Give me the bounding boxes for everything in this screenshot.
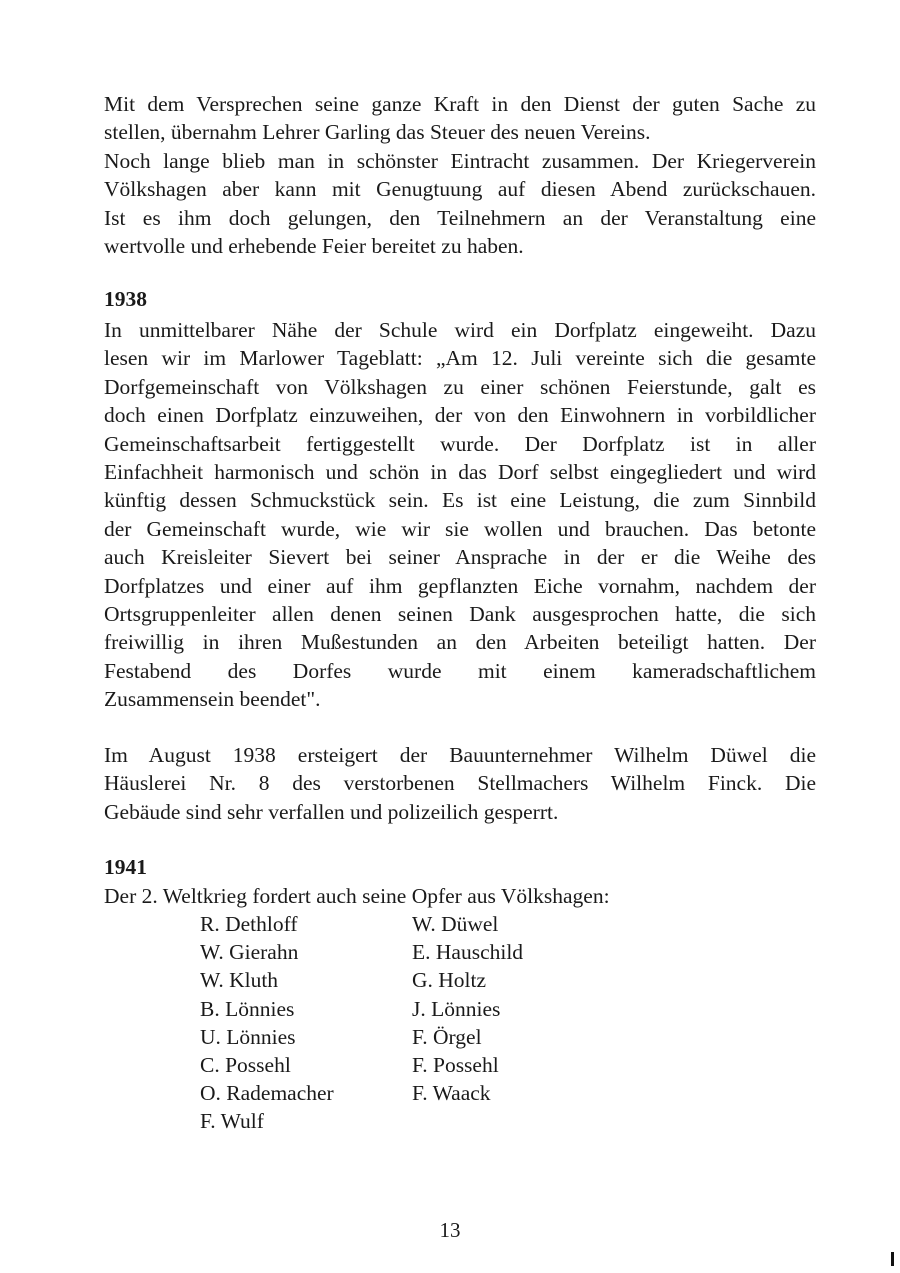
text-line: Einfachheit harmonisch und schön in das Dorf selbst eingegliedert und wird	[104, 460, 816, 485]
scan-edge-mark	[891, 1252, 894, 1266]
text-line: Ist es ihm doch gelungen, den Teilnehmern an der Veranstaltung eine	[104, 205, 816, 230]
victims-list-right	[412, 910, 523, 1107]
text-line: Zusammensein beendet".	[104, 687, 321, 712]
text-line: Häuslerei Nr. 8 des verstorbenen Stellmachers Wilhelm Finck. Die	[104, 771, 816, 796]
text-line: wertvolle und erhebende Feier bereitet zu haben.	[104, 234, 524, 259]
war-victims-intro: Der 2. Weltkrieg fordert auch seine Opfer aus Völkshagen:	[104, 884, 610, 908]
text-line: freiwillig in ihren Mußestunden an den Arbeiten beteiligt hatten. Der	[104, 630, 816, 655]
text-line: In unmittelbarer Nähe der Schule wird ein Dorfplatz eingeweiht. Dazu	[104, 318, 816, 342]
list-item: F. Waack	[412, 1081, 491, 1106]
text-line: künftig dessen Schmuckstück sein. Es ist eine Leistung, die zum Sinnbild	[104, 488, 816, 513]
list-item: F. Örgel	[412, 1024, 482, 1049]
list-item: E. Hauschild	[412, 940, 524, 965]
text-line: der Gemeinschaft wurde, wie wir sie wollen und brauchen. Das betonte	[104, 516, 816, 541]
list-item: R. Dethloff	[200, 912, 298, 936]
text-line: Gebäude sind sehr verfallen und polizeilich gesperrt.	[104, 799, 559, 824]
paragraph-intro	[104, 90, 816, 260]
list-item: W. Kluth	[200, 968, 279, 993]
text-line: Dorfplatzes und einer auf ihm gepflanzten Eiche vornahm, nachdem der	[104, 573, 816, 598]
list-item: W. Gierahn	[200, 940, 299, 965]
list-item: U. Lönnies	[200, 1024, 296, 1049]
list-item: J. Lönnies	[412, 996, 501, 1021]
text-line: Gemeinschaftsarbeit fertiggestellt wurde. Der Dorfplatz ist in aller	[104, 431, 816, 456]
text-line: Mit dem Versprechen seine ganze Kraft in den Dienst der guten Sache zu	[104, 92, 816, 116]
text-line: Im August 1938 ersteigert der Bauunternehmer Wilhelm Düwel die	[104, 743, 816, 767]
text-line: Noch lange blieb man in schönster Eintracht zusammen. Der Kriegerverein	[104, 148, 816, 173]
paragraph-dorfplatz	[104, 316, 816, 714]
victims-list-left	[200, 910, 334, 1136]
text-line: stellen, übernahm Lehrer Garling das Steuer des neuen Vereins.	[104, 120, 651, 145]
text-line: Festabend des Dorfes wurde mit einem kameradschaftlichem	[104, 658, 816, 683]
year-heading-1938: 1938	[104, 287, 147, 311]
text-line: lesen wir im Marlower Tageblatt: „Am 12. Juli vereinte sich die gesamte	[104, 346, 816, 371]
text-line: Dorfgemeinschaft von Völkshagen zu einer schönen Feierstunde, galt es	[104, 374, 816, 399]
list-item: F. Possehl	[412, 1053, 499, 1078]
text-line: auch Kreisleiter Sievert bei seiner Ansprache in der er die Weihe des	[104, 545, 816, 570]
list-item: O. Rademacher	[200, 1081, 334, 1106]
text-line: doch einen Dorfplatz einzuweihen, der von den Einwohnern in vorbildlicher	[104, 403, 816, 428]
page-number: 13	[439, 1218, 461, 1242]
list-item: G. Holtz	[412, 968, 487, 993]
list-item: C. Possehl	[200, 1053, 291, 1078]
list-item: F. Wulf	[200, 1109, 264, 1134]
list-item: W. Düwel	[412, 912, 499, 936]
paragraph-haeuslerei	[104, 741, 816, 826]
year-heading-1941: 1941	[104, 855, 147, 879]
text-line: Ortsgruppenleiter allen denen seinen Dank ausgesprochen hatte, die sich	[104, 602, 816, 627]
text-line: Völkshagen aber kann mit Genugtuung auf diesen Abend zurückschauen.	[104, 177, 816, 202]
list-item: B. Lönnies	[200, 996, 295, 1021]
